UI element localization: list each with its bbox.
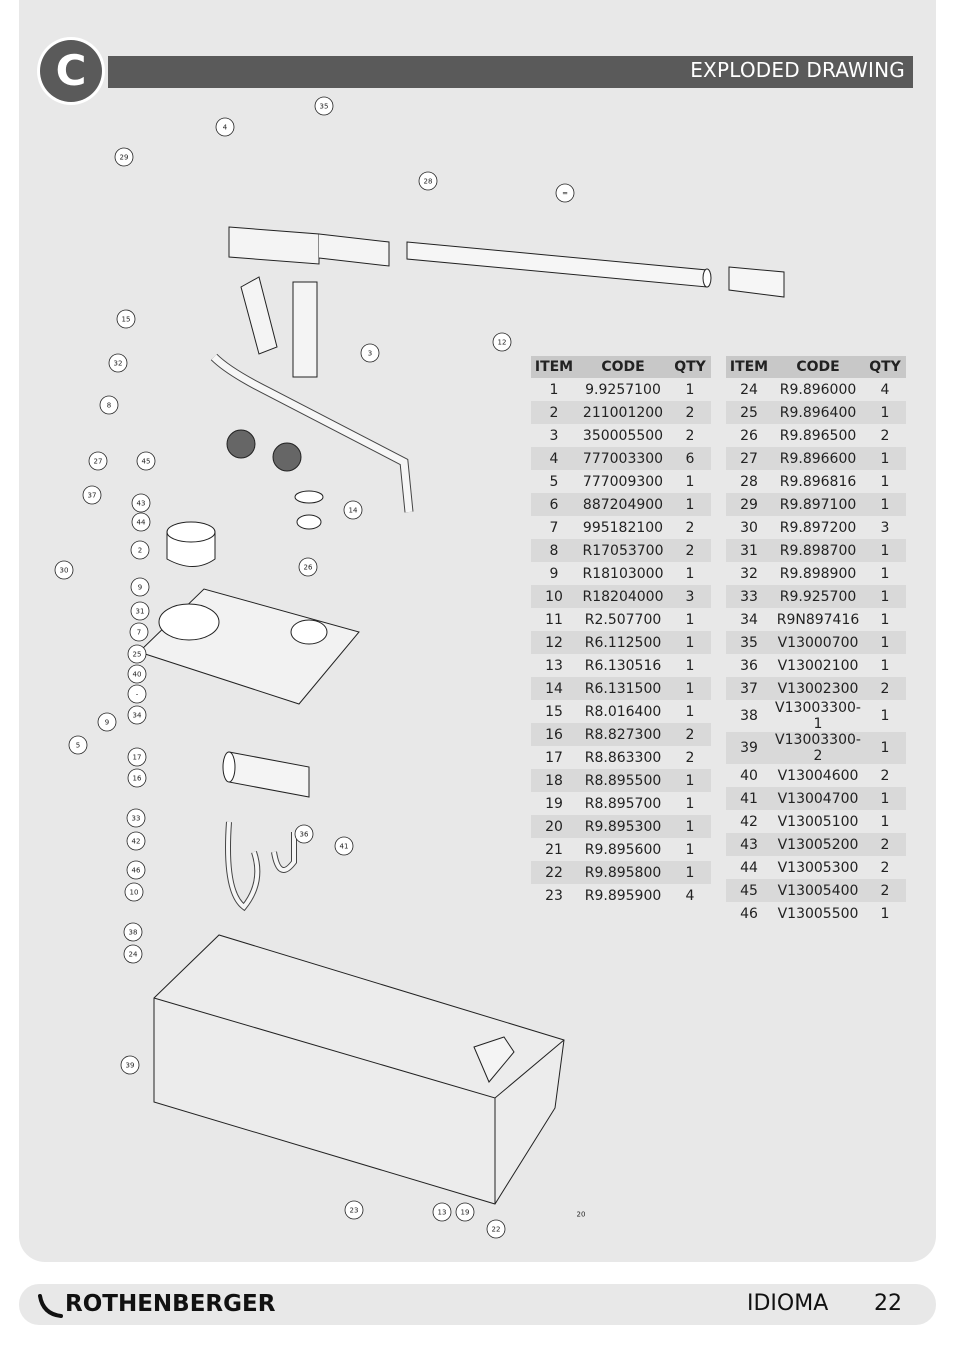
table-row (531, 746, 711, 769)
callout-label: 37 (87, 491, 97, 500)
cell-item: 29 (726, 493, 772, 516)
cell-item: 2 (531, 401, 577, 424)
cell-item: 11 (545, 611, 563, 628)
table-row (531, 539, 711, 562)
cell-code: V13004600 (777, 767, 859, 784)
cell-code: R18204000 (577, 585, 669, 608)
callout-label: 14 (348, 506, 358, 515)
callout-label: 32 (113, 359, 123, 368)
cell-qty: 1 (880, 565, 890, 582)
cell-item: 31 (726, 539, 772, 562)
cell-code: R8.895500 (577, 769, 669, 792)
cell-code: R17053700 (577, 539, 669, 562)
table-row (531, 447, 711, 470)
cell-item: 24 (740, 381, 758, 398)
callout-label: = (562, 189, 568, 198)
section-title-bar (108, 56, 913, 88)
cell-qty: 1 (880, 657, 890, 674)
cell-qty: 4 (685, 887, 695, 904)
cell-qty: 1 (685, 611, 695, 628)
table-row (726, 470, 906, 493)
cell-qty: 2 (880, 767, 890, 784)
cell-item: 37 (726, 677, 772, 700)
cell-qty: 1 (669, 677, 711, 700)
cell-qty: 1 (864, 539, 906, 562)
callout-label: 29 (119, 153, 129, 162)
table-row (531, 585, 711, 608)
cell-code: V13004700 (772, 787, 864, 810)
col-header-item: ITEM (531, 356, 577, 378)
cell-code: 9.9257100 (585, 381, 661, 398)
table-row (726, 401, 906, 424)
cell-item: 38 (740, 708, 758, 724)
parts-table-right (726, 356, 906, 925)
table-row (531, 424, 711, 447)
cell-code: R9.895900 (584, 887, 662, 904)
cell-code: 350005500 (582, 427, 664, 444)
table-row (531, 838, 711, 861)
cell-qty: 6 (669, 447, 711, 470)
cell-qty: 2 (669, 401, 711, 424)
cell-qty: 1 (864, 732, 906, 764)
table-row (726, 677, 906, 700)
callout-label: 16 (132, 774, 142, 783)
cell-item: 16 (531, 723, 577, 746)
table-row (726, 787, 906, 810)
cell-code: V13005100 (777, 813, 859, 830)
table-row (726, 902, 906, 925)
callout-label: 39 (125, 1061, 135, 1070)
callout-label: 44 (136, 518, 146, 527)
table-row (531, 884, 711, 907)
callout-label: 41 (339, 842, 349, 851)
cell-item: 45 (726, 879, 772, 902)
cell-item: 12 (531, 631, 577, 654)
cell-qty: 3 (880, 519, 890, 536)
callout-label: 20 (576, 1210, 586, 1219)
cell-qty: 2 (880, 427, 890, 444)
cell-qty: 1 (864, 447, 906, 470)
table-row (726, 585, 906, 608)
col-header-qty: QTY (669, 356, 711, 378)
callout-label: 28 (423, 177, 433, 186)
cell-item: 40 (740, 767, 758, 784)
callout-label: 34 (132, 711, 142, 720)
table-row (531, 723, 711, 746)
table-row (726, 856, 906, 879)
cell-qty: 3 (669, 585, 711, 608)
cell-qty: 1 (880, 813, 890, 830)
cell-qty: 1 (685, 703, 695, 720)
cell-qty: 1 (685, 381, 695, 398)
cell-code: 777003300 (577, 447, 669, 470)
cell-qty: 2 (685, 427, 695, 444)
callout-label: 43 (136, 499, 146, 508)
cell-code: R6.112500 (577, 631, 669, 654)
cell-qty: 1 (880, 611, 890, 628)
cell-item: 8 (531, 539, 577, 562)
rothenberger-logo-icon (37, 1292, 65, 1320)
col-header-code: CODE (577, 356, 669, 378)
cell-item: 13 (545, 657, 563, 674)
cell-qty: 2 (864, 879, 906, 902)
table-row (531, 861, 711, 884)
table-row (726, 493, 906, 516)
brand-name: ROTHENBERGER (65, 1291, 276, 1317)
cell-code: V13005200 (772, 833, 864, 856)
callout-label: 9 (104, 718, 110, 727)
cell-code: R9.925700 (772, 585, 864, 608)
callout-label: 17 (132, 753, 142, 762)
cell-item: 1 (549, 381, 559, 398)
cell-code: V13002300 (772, 677, 864, 700)
callout-label: 22 (491, 1225, 501, 1234)
parts-table-left (531, 356, 711, 907)
cell-qty: 1 (880, 473, 890, 490)
table-row (531, 562, 711, 585)
callout-label: 19 (460, 1208, 470, 1217)
cell-code: V13000700 (772, 631, 864, 654)
cell-item: 15 (545, 703, 563, 720)
table-row (726, 810, 906, 833)
cell-item: 18 (531, 769, 577, 792)
section-letter: C (55, 46, 87, 95)
cell-qty: 1 (685, 795, 695, 812)
cell-item: 4 (531, 447, 577, 470)
table-row (531, 608, 711, 631)
callout-label: 3 (367, 349, 373, 358)
table-row (531, 470, 711, 493)
cell-item: 25 (726, 401, 772, 424)
callout-label: 36 (299, 830, 309, 839)
table-row (726, 562, 906, 585)
cell-qty: 1 (669, 631, 711, 654)
cell-code: 887204900 (577, 493, 669, 516)
cell-code: R9.896500 (779, 427, 857, 444)
table-row (531, 378, 711, 401)
cell-qty: 1 (685, 657, 695, 674)
table-row (531, 516, 711, 539)
cell-code: R9.895800 (577, 861, 669, 884)
callout-label: 42 (131, 837, 141, 846)
cell-qty: 2 (864, 833, 906, 856)
table-row (726, 539, 906, 562)
cell-code: R6.130516 (584, 657, 662, 674)
cell-item: 6 (531, 493, 577, 516)
table-row (531, 815, 711, 838)
cell-code: R9.897100 (772, 493, 864, 516)
cell-qty: 1 (685, 565, 695, 582)
callout-label: 13 (437, 1208, 447, 1217)
table-row (726, 424, 906, 447)
cell-item: 20 (531, 815, 577, 838)
table-row (726, 447, 906, 470)
callout-label: 9 (137, 583, 143, 592)
col-header-item: ITEM (726, 356, 772, 378)
cell-qty: 1 (685, 841, 695, 858)
table-row (726, 631, 906, 654)
cell-code: R9.898900 (779, 565, 857, 582)
cell-qty: 1 (669, 493, 711, 516)
callout-label: 26 (303, 563, 313, 572)
callout-label: 8 (106, 401, 112, 410)
cell-item: 36 (740, 657, 758, 674)
cell-qty: 1 (864, 787, 906, 810)
footer-language: IDIOMA (747, 1291, 829, 1316)
cell-code: R9.896000 (779, 381, 857, 398)
cell-item: 34 (740, 611, 758, 628)
cell-qty: 1 (669, 769, 711, 792)
cell-code: R9N897416 (776, 611, 860, 628)
cell-code: V13005400 (772, 879, 864, 902)
table-row (531, 677, 711, 700)
callout-label: 2 (137, 546, 143, 555)
cell-qty: 2 (685, 749, 695, 766)
table-row (531, 792, 711, 815)
callout-label: 35 (319, 102, 329, 111)
table-row (726, 516, 906, 539)
cell-qty: 1 (880, 905, 890, 922)
page-footer (19, 1284, 936, 1325)
cell-item: 35 (726, 631, 772, 654)
col-header-code: CODE (772, 356, 864, 378)
cell-item: 21 (545, 841, 563, 858)
cell-item: 46 (740, 905, 758, 922)
cell-qty: 2 (669, 723, 711, 746)
cell-item: 19 (545, 795, 563, 812)
callout-label: 25 (132, 650, 142, 659)
cell-code: R9.896400 (772, 401, 864, 424)
cell-item: 10 (531, 585, 577, 608)
cell-code: 777009300 (582, 473, 664, 490)
cell-code: V13005300 (777, 859, 859, 876)
callout-label: 7 (136, 628, 142, 637)
cell-code: V13003300-1 (775, 700, 861, 732)
cell-item: 3 (549, 427, 559, 444)
cell-code: R9.895300 (577, 815, 669, 838)
table-row (531, 631, 711, 654)
cell-code: 995182100 (582, 519, 664, 536)
cell-item: 28 (740, 473, 758, 490)
table-row (726, 732, 906, 764)
table-row (531, 700, 711, 723)
callout-label: 33 (131, 814, 141, 823)
callout-label: 23 (349, 1206, 359, 1215)
cell-item: 39 (726, 732, 772, 764)
callout-label: 30 (59, 566, 69, 575)
cell-code: R8.863300 (584, 749, 662, 766)
cell-code: R8.827300 (577, 723, 669, 746)
cell-item: 27 (726, 447, 772, 470)
callout-label: 12 (497, 338, 507, 347)
cell-code: R9.895600 (584, 841, 662, 858)
cell-qty: 1 (864, 631, 906, 654)
cell-item: 41 (726, 787, 772, 810)
table-row (531, 493, 711, 516)
table-row (726, 654, 906, 677)
table-row (726, 833, 906, 856)
table-row (531, 654, 711, 677)
cell-qty: 4 (880, 381, 890, 398)
cell-item: 17 (545, 749, 563, 766)
cell-item: 43 (726, 833, 772, 856)
table-row (531, 769, 711, 792)
cell-qty: 2 (669, 539, 711, 562)
cell-item: 14 (531, 677, 577, 700)
cell-code: V13002100 (777, 657, 859, 674)
cell-item: 5 (549, 473, 559, 490)
cell-qty: 2 (880, 859, 890, 876)
callout-label: 27 (93, 457, 103, 466)
cell-code: 211001200 (577, 401, 669, 424)
cell-item: 22 (531, 861, 577, 884)
cell-code: R9.896600 (772, 447, 864, 470)
cell-code: R8.895700 (584, 795, 662, 812)
cell-item: 30 (740, 519, 758, 536)
cell-qty: 1 (880, 708, 890, 724)
cell-item: 23 (545, 887, 563, 904)
callout-label: 45 (141, 457, 151, 466)
table-row (726, 764, 906, 787)
cell-item: 42 (740, 813, 758, 830)
callout-label: - (135, 690, 139, 699)
cell-qty: 1 (864, 401, 906, 424)
cell-qty: 1 (669, 815, 711, 838)
cell-item: 26 (740, 427, 758, 444)
cell-code: R9.896816 (779, 473, 857, 490)
callout-label: 15 (121, 315, 131, 324)
cell-item: 44 (740, 859, 758, 876)
callout-label: 24 (128, 950, 138, 959)
cell-qty: 1 (864, 493, 906, 516)
cell-code: R9.898700 (772, 539, 864, 562)
table-row (726, 700, 906, 732)
cell-item: 7 (549, 519, 559, 536)
cell-qty: 2 (685, 519, 695, 536)
callout-label: 5 (75, 741, 81, 750)
callout-label: 40 (132, 670, 142, 679)
cell-qty: 2 (864, 677, 906, 700)
cell-code: V13005500 (777, 905, 859, 922)
cell-code: V13003300-2 (772, 732, 864, 764)
cell-code: R2.507700 (584, 611, 662, 628)
cell-code: R8.016400 (584, 703, 662, 720)
cell-code: R6.131500 (577, 677, 669, 700)
callout-label: 38 (128, 928, 138, 937)
table-row (726, 879, 906, 902)
cell-item: 9 (549, 565, 559, 582)
callout-label: 4 (222, 123, 228, 132)
table-row (726, 608, 906, 631)
table-row (726, 378, 906, 401)
section-title: EXPLODED DRAWING (690, 58, 905, 82)
cell-qty: 1 (864, 585, 906, 608)
cell-item: 32 (740, 565, 758, 582)
cell-qty: 1 (685, 473, 695, 490)
callout-label: 31 (135, 607, 145, 616)
cell-qty: 1 (669, 861, 711, 884)
table-row (531, 401, 711, 424)
cell-item: 33 (726, 585, 772, 608)
col-header-qty: QTY (864, 356, 906, 378)
callout-label: 46 (131, 866, 141, 875)
cell-code: R18103000 (582, 565, 664, 582)
page-number: 22 (874, 1291, 902, 1316)
callout-label: 10 (129, 888, 139, 897)
cell-code: R9.897200 (779, 519, 857, 536)
